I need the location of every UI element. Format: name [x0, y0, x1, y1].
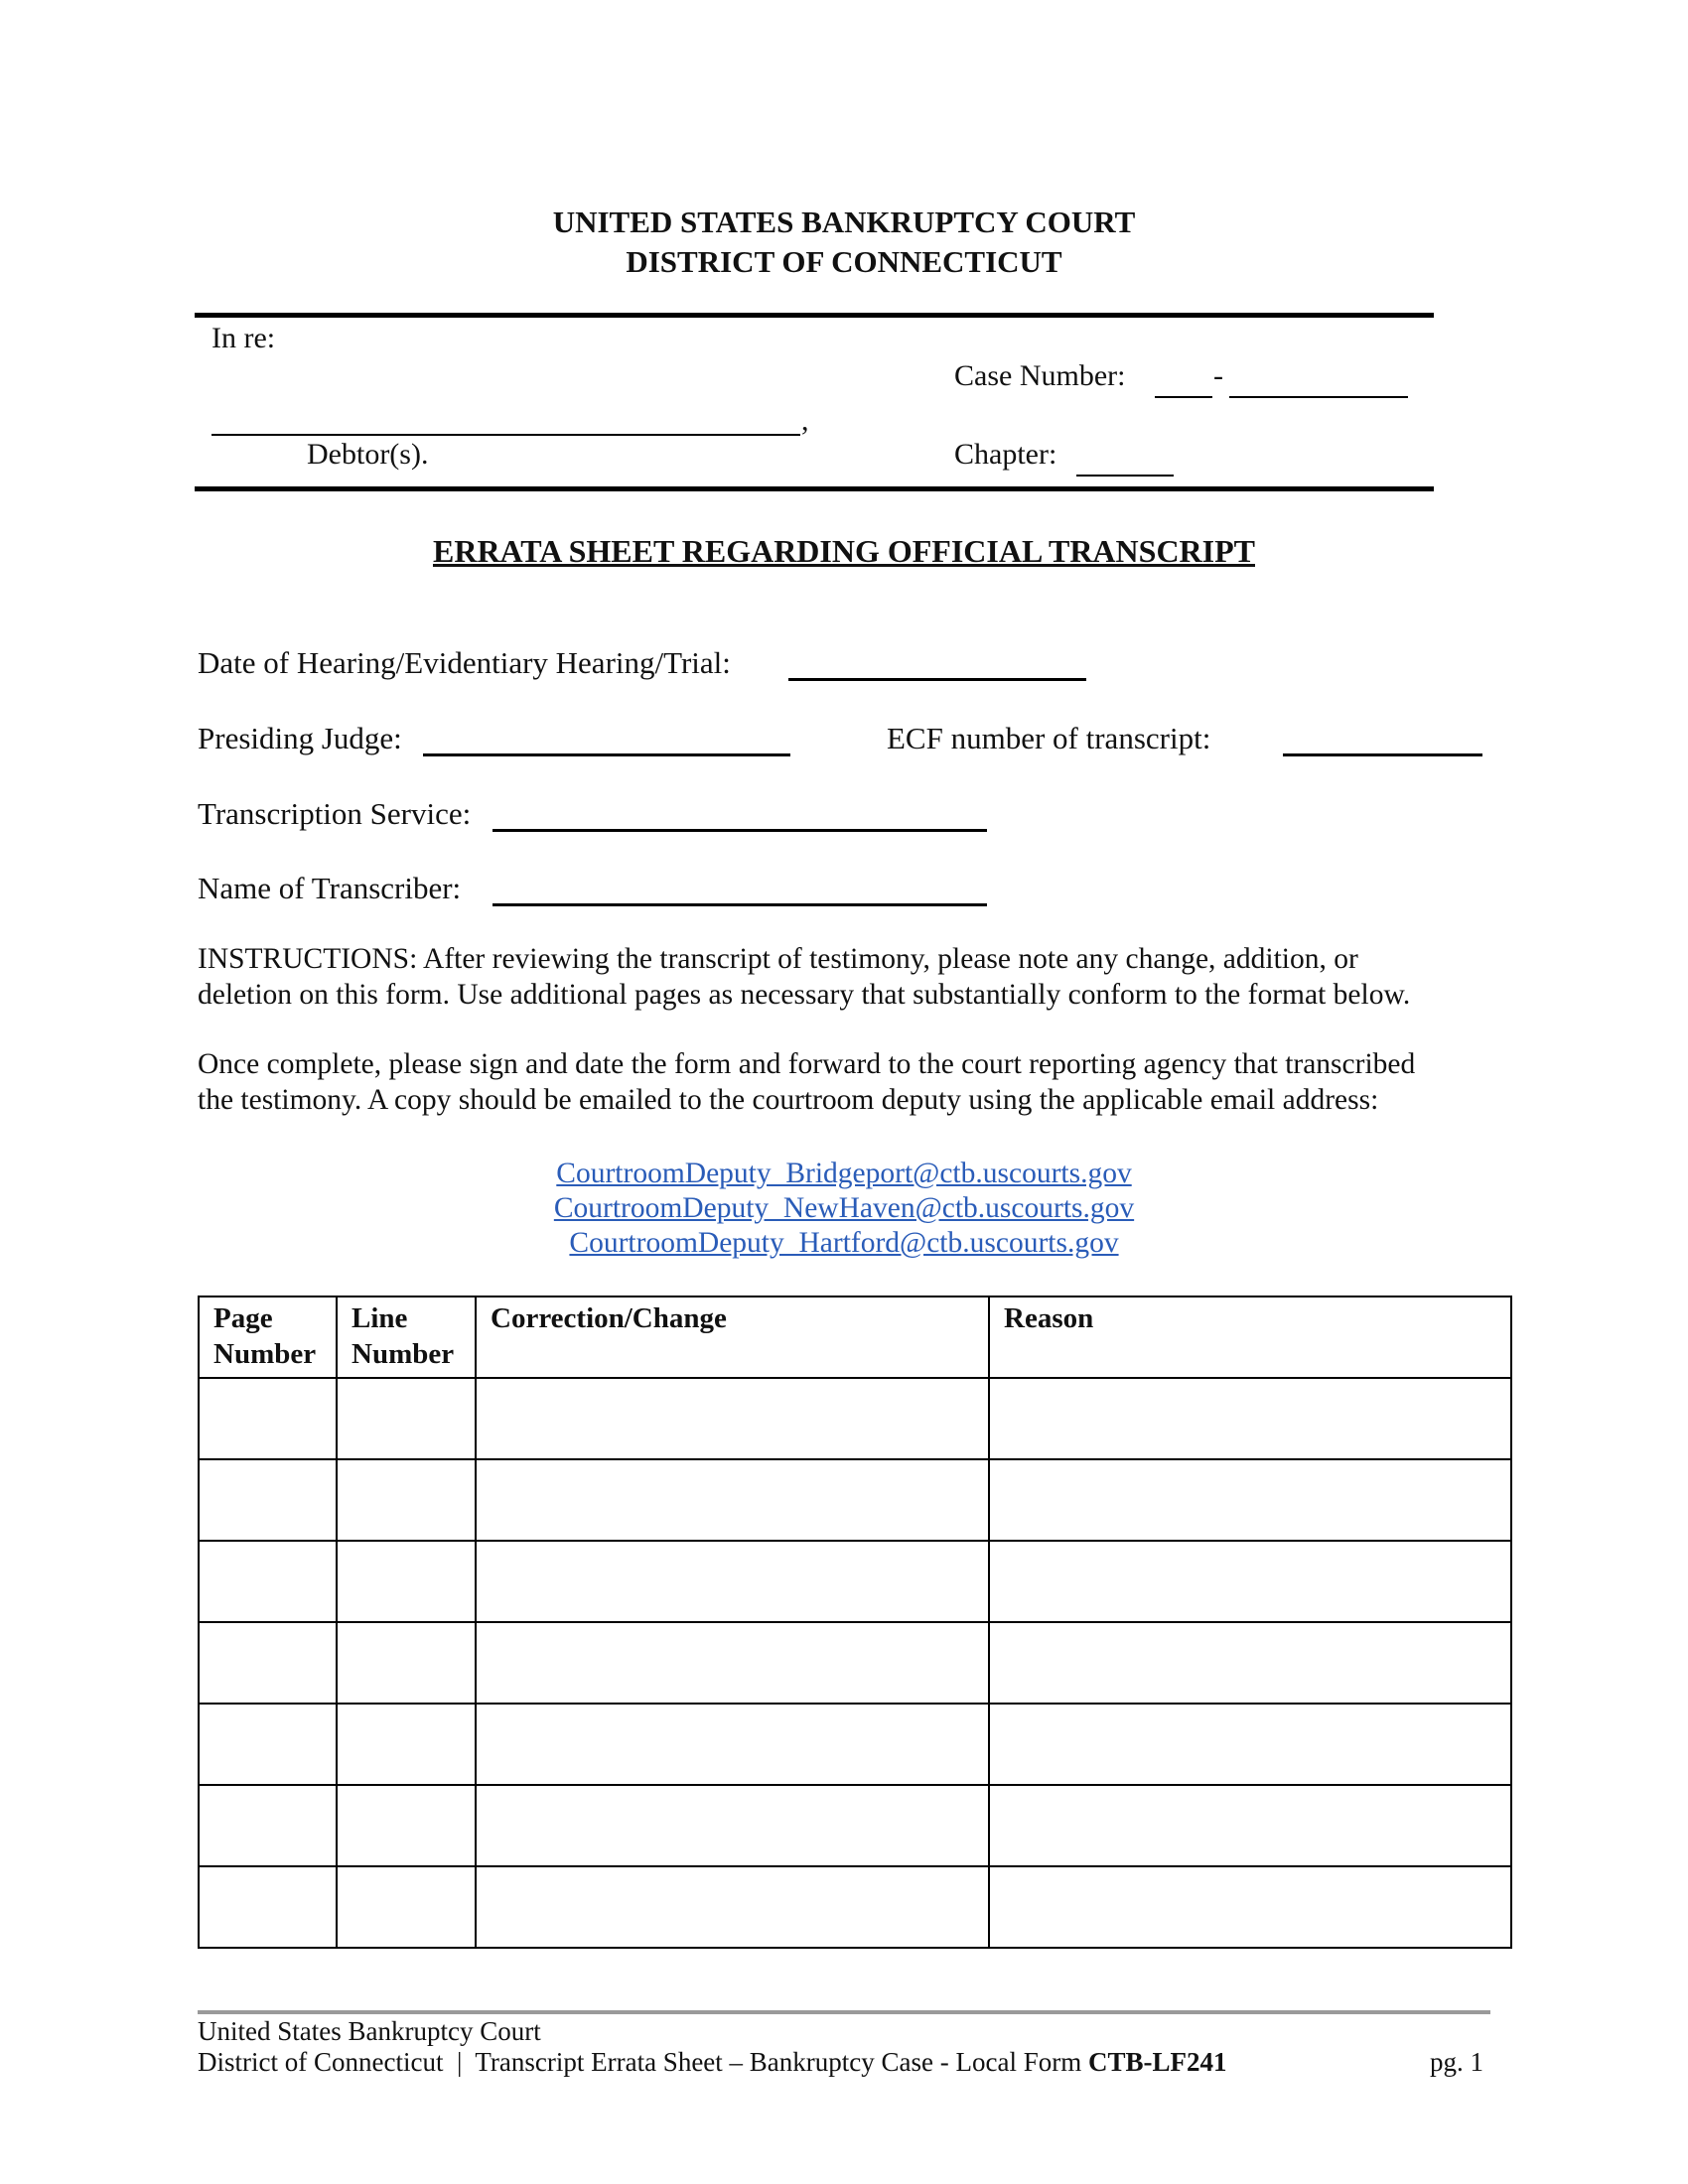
page-number-cell[interactable]	[199, 1459, 337, 1541]
page-number: pg. 1	[1430, 2047, 1483, 2077]
instructions-line: the testimony. A copy should be emailed to the courtroom deputy using the applicable email address:	[198, 1084, 1379, 1116]
page-number-cell[interactable]	[199, 1785, 337, 1866]
reason-cell[interactable]	[989, 1785, 1511, 1866]
page-number-cell[interactable]	[199, 1378, 337, 1459]
table-header-row	[199, 1297, 1511, 1378]
errata-table	[198, 1296, 1512, 1949]
presiding-judge-field[interactable]	[423, 753, 790, 756]
debtor-comma: ,	[801, 404, 809, 437]
reason-cell[interactable]	[989, 1704, 1511, 1785]
caption-top-rule	[195, 313, 1434, 318]
line-number-cell[interactable]	[337, 1704, 476, 1785]
transcription-service-label: Transcription Service:	[198, 796, 472, 831]
table-row	[199, 1704, 1511, 1785]
reason-cell[interactable]	[989, 1541, 1511, 1622]
table-row	[199, 1866, 1511, 1948]
instructions	[198, 941, 1498, 1013]
ecf-number-field[interactable]	[1283, 753, 1482, 756]
correction-cell[interactable]	[476, 1459, 989, 1541]
table-row	[199, 1785, 1511, 1866]
footer-court: United States Bankruptcy Court	[198, 2016, 541, 2046]
page-number-cell[interactable]	[199, 1541, 337, 1622]
footer-rule	[198, 2010, 1490, 2014]
chapter-label: Chapter:	[954, 438, 1057, 471]
email-list	[0, 1157, 1688, 1261]
email-link-bridgeport[interactable]: CourtroomDeputy_Bridgeport@ctb.uscourts.gov	[556, 1158, 1132, 1189]
footer-form-text: District of Connecticut | Transcript Errata Sheet – Bankruptcy Case - Local Form	[198, 2047, 1088, 2077]
instructions-line: Once complete, please sign and date the form and forward to the court reporting agency that transcribed	[198, 1048, 1416, 1080]
in-re-label: In re:	[211, 322, 276, 354]
line-number-cell[interactable]	[337, 1541, 476, 1622]
reason-cell[interactable]	[989, 1866, 1511, 1948]
case-number-field[interactable]	[1229, 396, 1408, 398]
line-number-cell[interactable]	[337, 1459, 476, 1541]
court-heading	[0, 203, 1688, 282]
instructions-line: deletion on this form. Use additional pages as necessary that substantially conform to the format below.	[198, 979, 1411, 1011]
email-link-newhaven[interactable]: CourtroomDeputy_NewHaven@ctb.uscourts.gov	[553, 1192, 1135, 1224]
caption-bottom-rule	[195, 486, 1434, 491]
case-number-dash: -	[1213, 359, 1223, 392]
correction-cell[interactable]	[476, 1378, 989, 1459]
correction-cell[interactable]	[476, 1622, 989, 1704]
correction-cell[interactable]	[476, 1785, 989, 1866]
forwarding-instructions	[198, 1046, 1498, 1118]
hearing-date-field[interactable]	[788, 678, 1086, 681]
table-row	[199, 1622, 1511, 1704]
correction-cell[interactable]	[476, 1541, 989, 1622]
presiding-judge-label: Presiding Judge:	[198, 721, 402, 755]
debtor-label: Debtor(s).	[307, 438, 429, 471]
col-header-reason: Reason	[989, 1297, 1511, 1378]
reason-cell[interactable]	[989, 1459, 1511, 1541]
court-district: DISTRICT OF CONNECTICUT	[626, 244, 1062, 279]
col-header-correction: Correction/Change	[476, 1297, 989, 1378]
footer-form-code: CTB-LF241	[1087, 2047, 1227, 2077]
correction-cell[interactable]	[476, 1704, 989, 1785]
line-number-cell[interactable]	[337, 1785, 476, 1866]
chapter-field[interactable]	[1076, 475, 1174, 477]
col-header-page-number: Page Number	[199, 1297, 337, 1378]
footer-form-info	[198, 2047, 1226, 2078]
col-header-line-number: Line Number	[337, 1297, 476, 1378]
ecf-number-label: ECF number of transcript:	[887, 721, 1211, 755]
table-row	[199, 1378, 1511, 1459]
page-number-cell[interactable]	[199, 1866, 337, 1948]
case-number-label: Case Number:	[954, 359, 1126, 392]
instructions-line: INSTRUCTIONS: After reviewing the transcript of testimony, please note any change, addition, or	[198, 943, 1358, 975]
transcription-service-field[interactable]	[492, 829, 987, 832]
line-number-cell[interactable]	[337, 1378, 476, 1459]
court-name: UNITED STATES BANKRUPTCY COURT	[552, 205, 1136, 239]
transcriber-name-field[interactable]	[492, 903, 987, 906]
table-row	[199, 1459, 1511, 1541]
page-number-cell[interactable]	[199, 1704, 337, 1785]
debtor-name-field[interactable]	[211, 434, 800, 436]
form-title: ERRATA SHEET REGARDING OFFICIAL TRANSCRIPT	[432, 533, 1255, 569]
case-number-year-field[interactable]	[1155, 396, 1212, 398]
transcriber-name-label: Name of Transcriber:	[198, 871, 462, 905]
reason-cell[interactable]	[989, 1378, 1511, 1459]
line-number-cell[interactable]	[337, 1622, 476, 1704]
line-number-cell[interactable]	[337, 1866, 476, 1948]
hearing-date-label: Date of Hearing/Evidentiary Hearing/Trial:	[198, 645, 731, 680]
reason-cell[interactable]	[989, 1622, 1511, 1704]
correction-cell[interactable]	[476, 1866, 989, 1948]
email-link-hartford[interactable]: CourtroomDeputy_Hartford@ctb.uscourts.gov	[569, 1227, 1119, 1259]
page-number-cell[interactable]	[199, 1622, 337, 1704]
table-row	[199, 1541, 1511, 1622]
